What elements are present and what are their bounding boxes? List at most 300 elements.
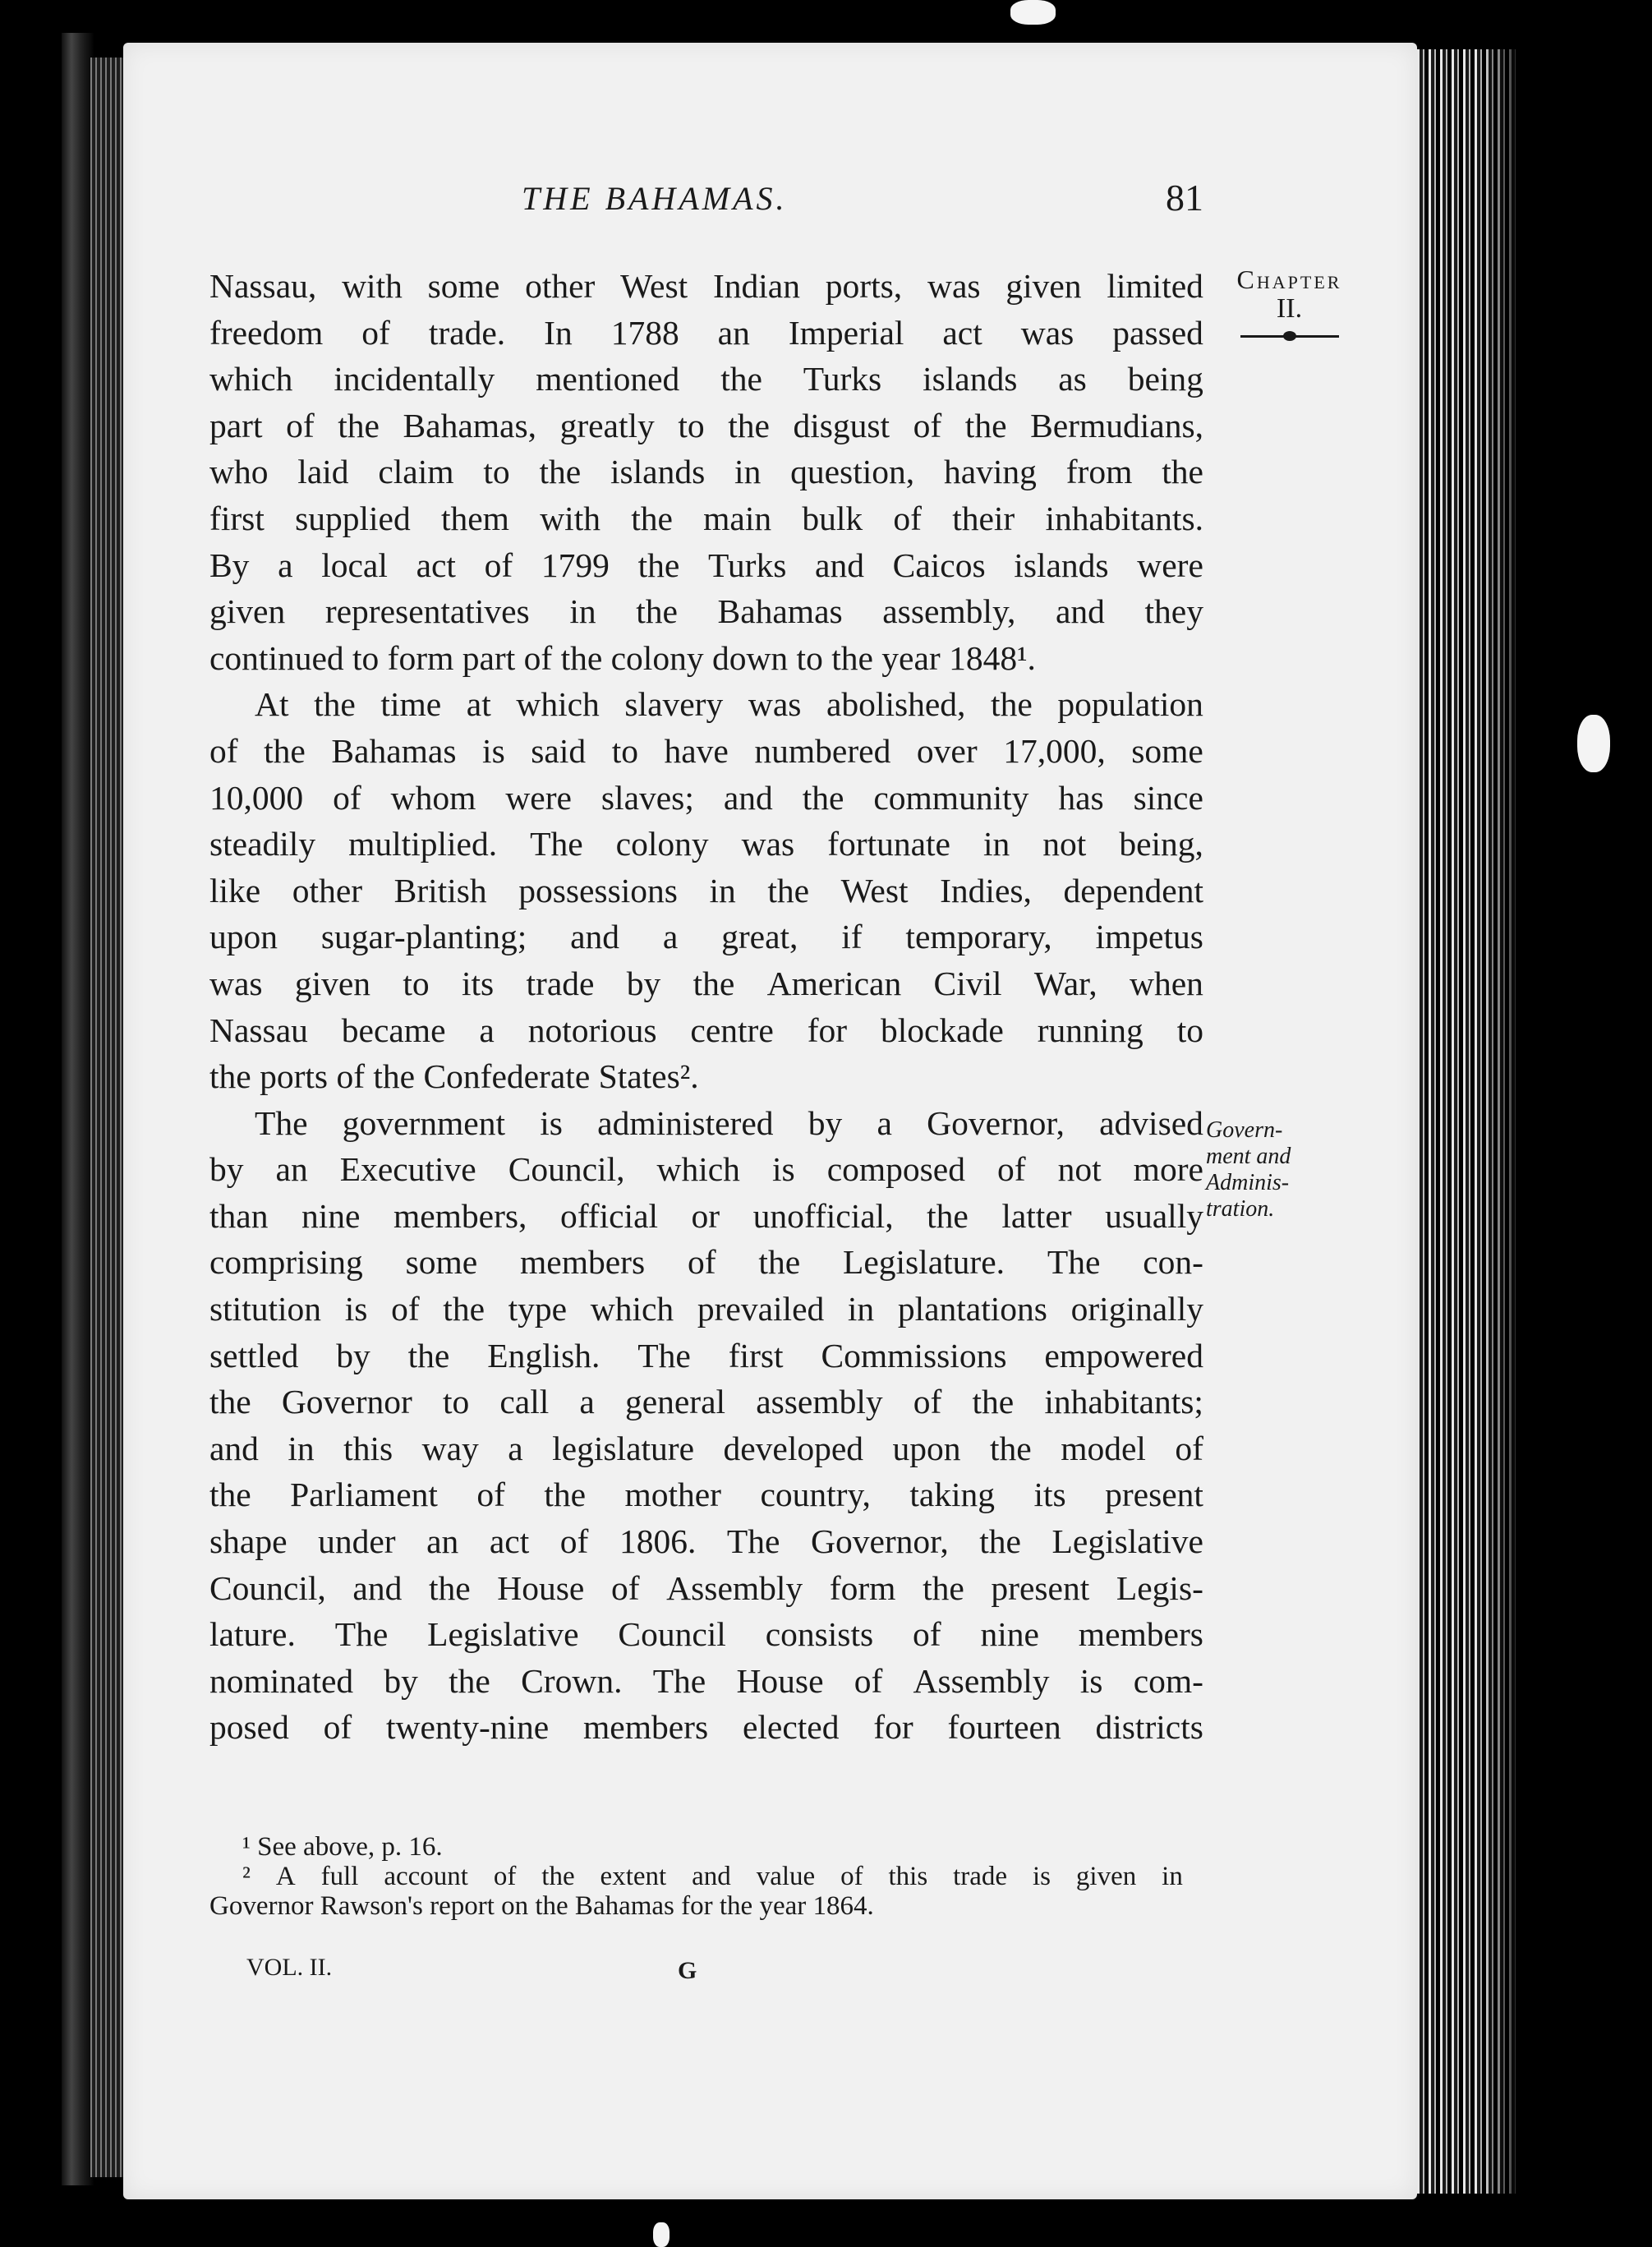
word: other bbox=[525, 267, 596, 305]
word: this bbox=[888, 1862, 928, 1891]
word: A bbox=[275, 1862, 296, 1891]
word: of bbox=[913, 1615, 941, 1654]
word: Nassau bbox=[209, 1011, 308, 1049]
running-head bbox=[209, 179, 1203, 228]
word: general bbox=[624, 1383, 726, 1421]
word: 10,000 bbox=[209, 778, 304, 817]
text-line bbox=[209, 1146, 1203, 1193]
text-line bbox=[209, 1425, 1203, 1472]
word: Civil bbox=[933, 964, 1002, 1002]
word: or bbox=[691, 1196, 720, 1235]
word: if bbox=[841, 918, 863, 956]
word: a bbox=[479, 1011, 495, 1049]
word: type bbox=[508, 1290, 568, 1328]
text-line bbox=[209, 542, 1203, 589]
marginal-note-line: Adminis- bbox=[1206, 1170, 1290, 1195]
word: which bbox=[590, 1290, 674, 1328]
scan-speck-right bbox=[1577, 715, 1610, 772]
word: which bbox=[516, 685, 600, 724]
word: them bbox=[440, 499, 509, 537]
word: call bbox=[499, 1383, 550, 1421]
word: for bbox=[873, 1708, 913, 1747]
word: Council bbox=[618, 1615, 726, 1654]
word: The bbox=[652, 1661, 706, 1700]
text-line bbox=[209, 263, 1203, 310]
word: became bbox=[341, 1011, 446, 1049]
word: ports, bbox=[825, 267, 903, 305]
word: temporary, bbox=[905, 918, 1052, 956]
word: for bbox=[807, 1011, 848, 1049]
word: official bbox=[559, 1196, 659, 1235]
word: and bbox=[815, 546, 864, 584]
word: Parliament bbox=[290, 1476, 438, 1514]
word: the bbox=[802, 778, 844, 817]
word: who bbox=[209, 453, 269, 491]
text-line bbox=[209, 356, 1203, 403]
word: Legislative bbox=[427, 1615, 579, 1654]
word: 1788 bbox=[610, 313, 679, 352]
word: disgust bbox=[793, 406, 890, 444]
word: is bbox=[540, 1103, 563, 1142]
word: to bbox=[483, 453, 510, 491]
word: Bermudians, bbox=[1030, 406, 1203, 444]
word: the bbox=[449, 1661, 490, 1700]
word: fortunate bbox=[827, 825, 950, 863]
word: first bbox=[728, 1336, 784, 1374]
word: is bbox=[482, 731, 505, 770]
word: over bbox=[916, 731, 978, 770]
running-title: THE BAHAMAS. bbox=[522, 180, 788, 217]
word: extent bbox=[600, 1862, 667, 1891]
text-line bbox=[209, 960, 1203, 1007]
text-line bbox=[209, 1333, 1203, 1379]
word: advised bbox=[1099, 1103, 1203, 1142]
word: assembly bbox=[756, 1383, 883, 1421]
word: and bbox=[352, 1568, 403, 1607]
word: the bbox=[636, 592, 678, 631]
text-line bbox=[209, 681, 1203, 728]
word: the bbox=[767, 871, 810, 909]
word: the bbox=[972, 1383, 1015, 1421]
word: unofficial, bbox=[752, 1196, 894, 1235]
word: Crown. bbox=[521, 1661, 623, 1700]
word: upon bbox=[209, 918, 278, 956]
word: was bbox=[741, 825, 795, 863]
word: plantations bbox=[897, 1290, 1047, 1328]
word: Legislative bbox=[1051, 1522, 1203, 1561]
word: of bbox=[323, 1708, 352, 1747]
word: not bbox=[1042, 825, 1087, 863]
word: the bbox=[964, 406, 1007, 444]
word: said bbox=[531, 731, 587, 770]
word: local bbox=[321, 546, 388, 584]
word: Governor, bbox=[810, 1522, 949, 1561]
word: government bbox=[342, 1103, 505, 1142]
word: given bbox=[1075, 1862, 1137, 1891]
word: notorious bbox=[527, 1011, 657, 1049]
word: time bbox=[380, 685, 442, 724]
word: representatives bbox=[324, 592, 530, 631]
word: slaves; bbox=[601, 778, 694, 817]
word: The bbox=[726, 1522, 780, 1561]
word: of bbox=[893, 499, 922, 537]
word: like bbox=[209, 871, 261, 909]
word: members, bbox=[393, 1196, 527, 1235]
word: the bbox=[927, 1196, 969, 1235]
word: the bbox=[209, 1476, 251, 1514]
word: inhabitants; bbox=[1044, 1383, 1203, 1421]
text-line bbox=[209, 1518, 1203, 1565]
word: of bbox=[209, 731, 238, 770]
word: Assembly bbox=[666, 1568, 803, 1607]
word: Council, bbox=[508, 1150, 625, 1189]
word: the bbox=[544, 1476, 587, 1514]
word: supplied bbox=[295, 499, 411, 537]
word: and bbox=[1056, 592, 1105, 631]
word: of bbox=[391, 1290, 420, 1328]
word: originally bbox=[1070, 1290, 1203, 1328]
word: from bbox=[1065, 453, 1133, 491]
word: more bbox=[1133, 1150, 1203, 1189]
text-line: the ports of the Confederate States². bbox=[209, 1057, 699, 1096]
word: claim bbox=[378, 453, 454, 491]
word: act bbox=[942, 313, 982, 352]
word: have bbox=[664, 731, 729, 770]
word: the bbox=[264, 731, 306, 770]
word: to bbox=[611, 731, 638, 770]
word: dependent bbox=[1063, 871, 1203, 909]
word: the bbox=[728, 406, 770, 444]
word: passed bbox=[1112, 313, 1203, 352]
word: of bbox=[286, 406, 315, 444]
chapter-label: Chapter bbox=[1236, 265, 1342, 294]
word: con- bbox=[1143, 1243, 1203, 1282]
word: by bbox=[384, 1661, 418, 1700]
word: a bbox=[278, 546, 293, 584]
word: the bbox=[541, 1862, 575, 1891]
word: of bbox=[361, 313, 390, 352]
word: laid bbox=[297, 453, 349, 491]
footnote-2-line-2: Governor Rawson's report on the Bahamas for the year 1864. bbox=[209, 1891, 874, 1921]
word: since bbox=[1133, 778, 1203, 817]
word: with bbox=[342, 267, 403, 305]
word: by bbox=[808, 1103, 843, 1142]
word: great, bbox=[721, 918, 798, 956]
word: West bbox=[620, 267, 688, 305]
word: was bbox=[927, 267, 981, 305]
word: part bbox=[209, 406, 263, 444]
word: the bbox=[1162, 453, 1203, 491]
word: lature. bbox=[209, 1615, 296, 1654]
word: Indian bbox=[712, 267, 800, 305]
word: act bbox=[489, 1522, 530, 1561]
word: its bbox=[461, 964, 495, 1002]
word: Indies, bbox=[940, 871, 1032, 909]
word: Executive bbox=[339, 1150, 476, 1189]
word: is bbox=[1032, 1862, 1051, 1891]
word: the bbox=[443, 1290, 485, 1328]
footnote-1: ¹ See above, p. 16. bbox=[242, 1832, 443, 1862]
word: prevailed bbox=[697, 1290, 825, 1328]
word: legislature bbox=[552, 1429, 695, 1467]
text-line bbox=[209, 775, 1203, 822]
word: to bbox=[442, 1383, 470, 1421]
chapter-number: II. bbox=[1276, 293, 1303, 324]
word: inhabitants. bbox=[1045, 499, 1203, 537]
word: first bbox=[209, 499, 265, 537]
text-line bbox=[209, 588, 1203, 635]
word: islands bbox=[610, 453, 706, 491]
word: was bbox=[1020, 313, 1074, 352]
word: com- bbox=[1133, 1661, 1203, 1700]
word: Commissions bbox=[821, 1336, 1007, 1374]
text-line bbox=[209, 914, 1203, 960]
printer-signature bbox=[246, 1954, 739, 1987]
text-line bbox=[209, 1611, 1203, 1658]
word: to bbox=[403, 964, 430, 1002]
word: was bbox=[748, 685, 802, 724]
word: of bbox=[840, 1862, 863, 1891]
footnotes bbox=[209, 1832, 1183, 1921]
word: War, bbox=[1033, 964, 1097, 1002]
word: is bbox=[771, 1150, 795, 1189]
word: of bbox=[484, 546, 513, 584]
text-line bbox=[209, 868, 1203, 914]
word: consists bbox=[765, 1615, 874, 1654]
word: the bbox=[991, 685, 1033, 724]
word: developed bbox=[723, 1429, 864, 1467]
word: colony bbox=[615, 825, 709, 863]
word: the bbox=[923, 1568, 964, 1607]
word: model bbox=[1061, 1429, 1146, 1467]
word: account bbox=[384, 1862, 468, 1891]
word: a bbox=[877, 1103, 892, 1142]
word: some bbox=[1131, 731, 1203, 770]
word: the bbox=[693, 964, 735, 1002]
word: of bbox=[333, 778, 361, 817]
word: of bbox=[559, 1522, 589, 1561]
text-line bbox=[209, 310, 1203, 357]
word: not bbox=[1057, 1150, 1102, 1189]
scan-speck-top bbox=[1010, 0, 1056, 25]
word: of bbox=[493, 1862, 517, 1891]
word: the bbox=[209, 1383, 251, 1421]
word: British bbox=[393, 871, 487, 909]
word: form bbox=[829, 1568, 896, 1607]
word: usually bbox=[1105, 1196, 1203, 1235]
marginal-note-line: Govern- bbox=[1206, 1117, 1283, 1143]
word: possessions bbox=[518, 871, 678, 909]
word: latter bbox=[1001, 1196, 1072, 1235]
text-line bbox=[209, 1658, 1203, 1705]
word: community bbox=[873, 778, 1029, 817]
word: the bbox=[407, 1336, 450, 1374]
text-line bbox=[209, 1286, 1203, 1333]
word: the bbox=[990, 1429, 1032, 1467]
word: numbered bbox=[754, 731, 891, 770]
word: and bbox=[209, 1429, 259, 1467]
word: impetus bbox=[1095, 918, 1203, 956]
word: way bbox=[421, 1429, 479, 1467]
word: main bbox=[703, 499, 772, 537]
text-line: continued to form part of the colony down to the year 1848¹. bbox=[209, 638, 1036, 677]
word: in bbox=[709, 871, 736, 909]
word: Council, bbox=[209, 1568, 326, 1607]
word: Governor, bbox=[927, 1103, 1065, 1142]
word: centre bbox=[690, 1011, 774, 1049]
word: their bbox=[952, 499, 1015, 537]
word: 1799 bbox=[541, 546, 610, 584]
word: which bbox=[656, 1150, 740, 1189]
word: and bbox=[570, 918, 619, 956]
page-number: 81 bbox=[1166, 177, 1203, 219]
word: of bbox=[913, 1383, 942, 1421]
word: whom bbox=[390, 778, 476, 817]
word: By bbox=[209, 546, 250, 584]
word: nine bbox=[980, 1615, 1039, 1654]
page-edges-right-shadow bbox=[1479, 49, 1528, 2194]
word: twenty-nine bbox=[386, 1708, 550, 1747]
word: in bbox=[734, 453, 762, 491]
word: under bbox=[318, 1522, 396, 1561]
word: Bahamas bbox=[331, 731, 457, 770]
word: American bbox=[766, 964, 902, 1002]
text-line bbox=[209, 1193, 1203, 1240]
word: the bbox=[539, 453, 582, 491]
word: they bbox=[1144, 592, 1203, 631]
word: a bbox=[662, 918, 679, 956]
book-spine-left bbox=[62, 33, 94, 2185]
word: was bbox=[209, 964, 263, 1002]
word: an bbox=[717, 313, 750, 352]
signature-letter: G bbox=[678, 1957, 697, 1984]
word: West bbox=[840, 871, 909, 909]
text-line bbox=[209, 728, 1203, 775]
word: slavery bbox=[624, 685, 724, 724]
word: given bbox=[209, 592, 286, 631]
word: Imperial bbox=[788, 313, 904, 352]
word: in bbox=[983, 825, 1010, 863]
word: taking bbox=[909, 1476, 996, 1514]
word: in bbox=[569, 592, 596, 631]
word: is bbox=[1079, 1661, 1103, 1700]
word: the bbox=[631, 499, 673, 537]
word: 1806. bbox=[619, 1522, 697, 1561]
word: English. bbox=[487, 1336, 601, 1374]
word: blockade bbox=[880, 1011, 1004, 1049]
word: mentioned bbox=[536, 360, 680, 398]
word: in bbox=[1162, 1862, 1183, 1891]
text-line bbox=[209, 1239, 1203, 1286]
word: The bbox=[1047, 1243, 1101, 1282]
word: The bbox=[530, 825, 583, 863]
word: districts bbox=[1095, 1708, 1203, 1747]
word: Legislature. bbox=[842, 1243, 1005, 1282]
word: The bbox=[255, 1103, 308, 1142]
word: were bbox=[505, 778, 572, 817]
text-line bbox=[209, 1704, 1203, 1751]
word: steadily bbox=[209, 825, 316, 863]
word: some bbox=[405, 1243, 478, 1282]
word: Turks bbox=[707, 546, 787, 584]
word: Legis- bbox=[1116, 1568, 1203, 1607]
word: House bbox=[736, 1661, 824, 1700]
word: has bbox=[1058, 778, 1104, 817]
word: Caicos bbox=[892, 546, 986, 584]
word: of bbox=[854, 1661, 883, 1700]
word: Bahamas bbox=[717, 592, 843, 631]
word: bulk bbox=[802, 499, 863, 537]
word: to bbox=[1176, 1011, 1203, 1049]
word: fourteen bbox=[947, 1708, 1061, 1747]
word: at bbox=[466, 685, 491, 724]
word: being, bbox=[1119, 825, 1203, 863]
word: In bbox=[544, 313, 573, 352]
word: The bbox=[637, 1336, 691, 1374]
chapter-marker bbox=[1217, 265, 1361, 338]
chapter-ornament bbox=[1240, 335, 1339, 338]
text-line bbox=[209, 1007, 1203, 1054]
word: to bbox=[678, 406, 705, 444]
word: greatly bbox=[559, 406, 655, 444]
word: upon bbox=[892, 1429, 961, 1467]
word: its bbox=[1033, 1476, 1066, 1514]
word: of bbox=[1175, 1429, 1203, 1467]
word: Bahamas, bbox=[403, 406, 536, 444]
word: being bbox=[1127, 360, 1203, 398]
text-line bbox=[209, 1471, 1203, 1518]
word: ² bbox=[242, 1862, 251, 1891]
word: 17,000, bbox=[1003, 731, 1106, 770]
word: value bbox=[756, 1862, 816, 1891]
word: given bbox=[294, 964, 371, 1002]
word: trade bbox=[953, 1862, 1008, 1891]
word: by bbox=[336, 1336, 370, 1374]
word: posed bbox=[209, 1708, 289, 1747]
footnote-2-line-1 bbox=[209, 1862, 1183, 1891]
word: with bbox=[540, 499, 601, 537]
word: assembly, bbox=[882, 592, 1016, 631]
text-line bbox=[209, 495, 1203, 542]
word: abolished, bbox=[826, 685, 966, 724]
word: nominated bbox=[209, 1661, 354, 1700]
word: Assembly bbox=[913, 1661, 1050, 1700]
word: an bbox=[275, 1150, 308, 1189]
text-line bbox=[209, 1379, 1203, 1425]
word: composed bbox=[826, 1150, 965, 1189]
word: act bbox=[416, 546, 456, 584]
word: by bbox=[209, 1150, 244, 1189]
word: the bbox=[637, 546, 680, 584]
word: the bbox=[758, 1243, 801, 1282]
word: the bbox=[314, 685, 356, 724]
word: members bbox=[583, 1708, 709, 1747]
text-line bbox=[209, 403, 1203, 449]
marginal-note-line: tration. bbox=[1206, 1196, 1275, 1222]
word: full bbox=[320, 1862, 359, 1891]
word: and bbox=[692, 1862, 731, 1891]
word: Turks bbox=[803, 360, 882, 398]
word: the bbox=[428, 1568, 471, 1607]
word: a bbox=[579, 1383, 595, 1421]
word: than bbox=[209, 1196, 269, 1235]
word: House bbox=[497, 1568, 585, 1607]
word: of bbox=[476, 1476, 505, 1514]
word: trade. bbox=[428, 313, 506, 352]
word: limited bbox=[1107, 267, 1203, 305]
word: other bbox=[292, 871, 363, 909]
marginal-note-line: ment and bbox=[1206, 1144, 1291, 1169]
